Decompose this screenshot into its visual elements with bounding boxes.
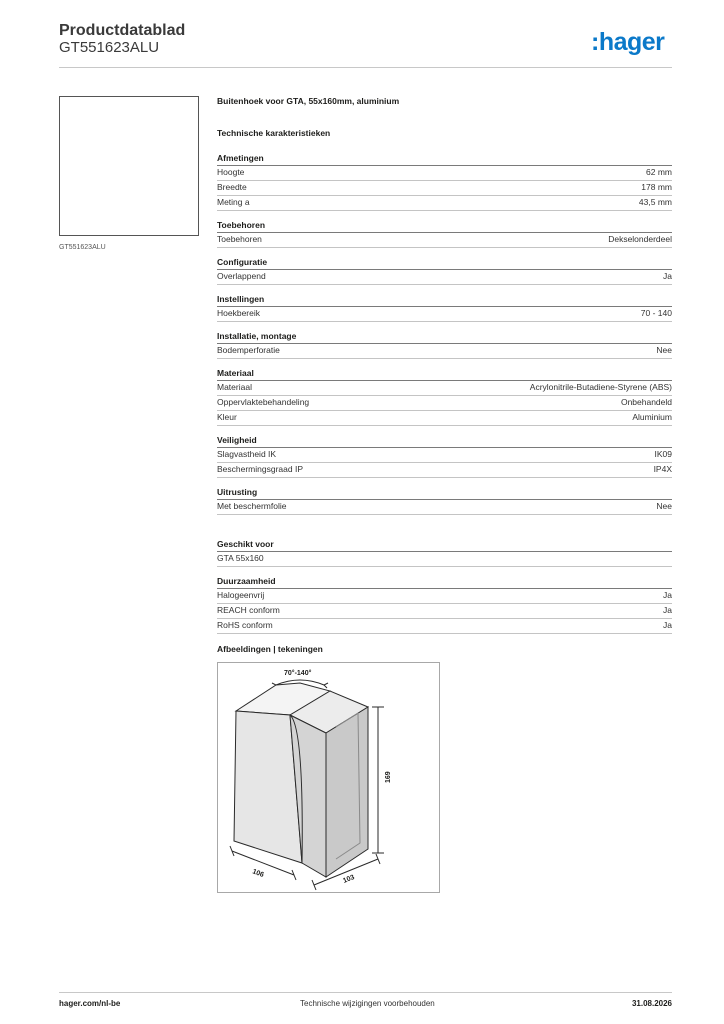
spec-row [217,270,672,285]
spec-value: 62 mm [646,167,672,177]
spec-value: Dekselonderdeel [608,234,672,244]
sustainability-section [217,576,672,634]
spec-label: Met beschermfolie [217,501,287,511]
datasheet-main [217,96,672,893]
spec-row [217,589,672,604]
section-title: Veiligheid [217,435,672,448]
spec-section [217,435,672,478]
spec-row [217,166,672,181]
footer-disclaimer: Technische wijzigingen voorbehouden [300,999,435,1008]
footer-divider [59,992,672,993]
spec-section [217,153,672,211]
spec-label: Overlappend [217,271,266,281]
spec-label: Materiaal [217,382,252,392]
spec-row [217,619,672,634]
spec-value: Aluminium [632,412,672,422]
product-image-placeholder [59,96,199,236]
spec-value: Ja [663,271,672,281]
spec-section [217,220,672,248]
spec-label: Halogeenvrij [217,590,265,600]
spec-label: REACH conform [217,605,280,615]
product-code: GT551623ALU [59,39,160,56]
spec-row [217,181,672,196]
spec-label: Slagvastheid IK [217,449,277,459]
technical-characteristics-title: Technische karakteristieken [217,128,331,138]
right-width-label: 103 [342,873,356,885]
spec-label: Breedte [217,182,247,192]
spec-value: Ja [663,620,672,630]
section-title: Configuratie [217,257,672,270]
spec-value: 43,5 mm [638,197,672,207]
height-label: 169 [385,771,392,783]
spec-row [217,381,672,396]
spec-row [217,463,672,478]
section-title: Installatie, montage [217,331,672,344]
footer-website: hager.com/nl-be [59,999,121,1008]
spec-label: Oppervlaktebehandeling [217,397,310,407]
corner-piece-drawing [218,663,441,894]
footer-date: 31.08.2026 [631,999,672,1008]
spec-section [217,487,672,515]
spec-value: IK09 [654,449,672,459]
spec-label: Meting a [217,197,250,207]
image-caption: GT551623ALU [59,244,106,251]
spec-label: Hoekbereik [217,308,260,318]
spec-row [217,448,672,463]
angle-label: 70°-140° [284,670,312,677]
spec-value: Acrylonitrile-Butadiene-Styrene (ABS) [529,382,672,392]
spec-row [217,344,672,359]
spec-value: 178 mm [641,182,672,192]
section-title: Materiaal [217,368,672,381]
spec-row [217,196,672,211]
spec-row [217,411,672,426]
spec-value: IP4X [653,464,672,474]
spec-value: 70 - 140 [640,308,672,318]
spec-label: Kleur [217,412,237,422]
hager-logo: :hager [591,28,665,56]
section-title: Toebehoren [217,220,672,233]
spec-value: Ja [663,605,672,615]
left-width-label: 106 [251,868,265,880]
page-title: Productdatablad [59,22,186,39]
spec-row [217,307,672,322]
spec-row [217,604,672,619]
spec-label: Hoogte [217,167,245,177]
product-description: Buitenhoek voor GTA, 55x160mm, aluminium [217,96,400,106]
spec-section [217,368,672,426]
spec-value: Nee [656,345,672,355]
spec-value: Nee [656,501,672,511]
spec-section [217,331,672,359]
technical-drawing [217,662,440,893]
suitable-for-section [217,539,672,567]
section-title: Afmetingen [217,153,672,166]
spec-section [217,257,672,285]
spec-label: GTA 55x160 [217,553,264,563]
spec-row [217,500,672,515]
section-title: Uitrusting [217,487,672,500]
spec-row [217,233,672,248]
spec-sections [217,153,672,515]
section-title: Instellingen [217,294,672,307]
spec-row [217,552,672,567]
section-title: Geschikt voor [217,539,672,552]
spec-row [217,396,672,411]
section-title: Duurzaamheid [217,576,672,589]
spec-section [217,294,672,322]
spec-label: Beschermingsgraad IP [217,464,303,474]
drawings-title: Afbeeldingen | tekeningen [217,644,323,654]
spec-value: Ja [663,590,672,600]
spec-value: Onbehandeld [620,397,672,407]
spec-label: Toebehoren [217,234,262,244]
spec-label: Bodemperforatie [217,345,280,355]
header-divider [59,67,672,68]
spec-label: RoHS conform [217,620,273,630]
